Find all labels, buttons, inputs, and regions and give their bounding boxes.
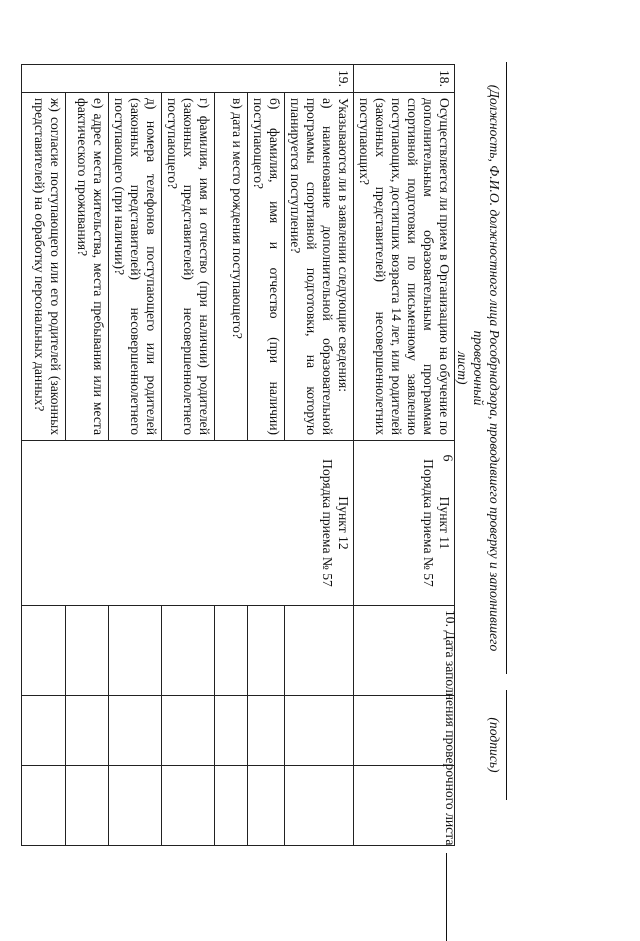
position-caption: (Должность, Ф.И.О. должностного лица Рособрнадзора, проводившего проверку и заполнившего проверочный лист): [455, 84, 502, 652]
sub-item-text: ж) согласие поступающего или его родителей (законных представителей) на обработку персональных данных?: [22, 93, 66, 441]
answer-yes-cell[interactable]: [109, 606, 162, 696]
signature-line[interactable]: [506, 690, 507, 800]
sub-item-text: е) адрес места жительства, места пребывания или места фактического проживания?: [66, 93, 109, 441]
answer-yes-cell[interactable]: [22, 606, 66, 696]
answer-na-cell[interactable]: [285, 766, 354, 846]
sub-item-text: б) фамилия, имя и отчество (при наличии) поступающего?: [248, 93, 285, 441]
answer-yes-cell[interactable]: [162, 606, 215, 696]
answer-no-cell[interactable]: [215, 696, 248, 766]
question-text: Осуществляется ли прием в Организацию на обучение по дополнительным образовательным программам спортивной подготовки по письменному заявлению поступающих, достигших возраста 14 лет, или родителей (законных представителей) несовершеннолетних поступающих?: [354, 93, 455, 441]
answer-yes-cell[interactable]: [285, 606, 354, 696]
answer-no-cell[interactable]: [248, 696, 285, 766]
reference-point: Пункт 12: [336, 496, 351, 550]
reference-doc: Порядка приема № 57: [320, 459, 335, 587]
signature-caption: (подпись): [487, 717, 502, 773]
answer-na-cell[interactable]: [354, 766, 455, 846]
answer-no-cell[interactable]: [162, 696, 215, 766]
answer-na-cell[interactable]: [22, 766, 66, 846]
sub-item-text: д) номера телефонов поступающего или родителей (законных представителей) несовершеннолетнего поступающего (при наличии)?: [109, 93, 162, 441]
sub-item-text: г) фамилия, имя и отчество (при наличии) родителей (законных представителей) несовершеннолетнего поступающего?: [162, 93, 215, 441]
answer-yes-cell[interactable]: [248, 606, 285, 696]
answer-na-cell[interactable]: [66, 766, 109, 846]
answer-no-cell[interactable]: [285, 696, 354, 766]
answer-no-cell[interactable]: [66, 696, 109, 766]
answer-no-cell[interactable]: [22, 696, 66, 766]
table-row: [354, 65, 455, 846]
question-text: Указываются ли в заявлении следующие сведения: а) наименование дополнительной образовательной программы спортивной подготовки, на которую планируется поступление?: [285, 93, 354, 441]
answer-na-cell[interactable]: [248, 766, 285, 846]
reference-point: Пункт 11: [437, 496, 452, 550]
answer-yes-cell[interactable]: [215, 606, 248, 696]
reference-doc: Порядка приема № 57: [421, 459, 436, 587]
answer-yes-cell[interactable]: [354, 606, 455, 696]
row-number: 18.: [354, 65, 455, 93]
answer-na-cell[interactable]: [162, 766, 215, 846]
answer-na-cell[interactable]: [109, 766, 162, 846]
answer-no-cell[interactable]: [109, 696, 162, 766]
position-signature-line[interactable]: [506, 62, 507, 674]
answer-na-cell[interactable]: [215, 766, 248, 846]
answer-no-cell[interactable]: [354, 696, 455, 766]
checklist-table: [21, 64, 455, 846]
sub-item-text: в) дата и место рождения поступающего?: [215, 93, 248, 441]
fill-date-blank[interactable]: [446, 853, 447, 941]
row-number: 19.: [22, 65, 354, 93]
legal-reference: [22, 441, 354, 606]
page-number: 6: [439, 454, 454, 462]
answer-yes-cell[interactable]: [66, 606, 109, 696]
legal-reference: [354, 441, 455, 606]
table-row: [285, 65, 354, 846]
fill-date-label: 10. Дата заполнения проверочного листа: [443, 610, 458, 846]
